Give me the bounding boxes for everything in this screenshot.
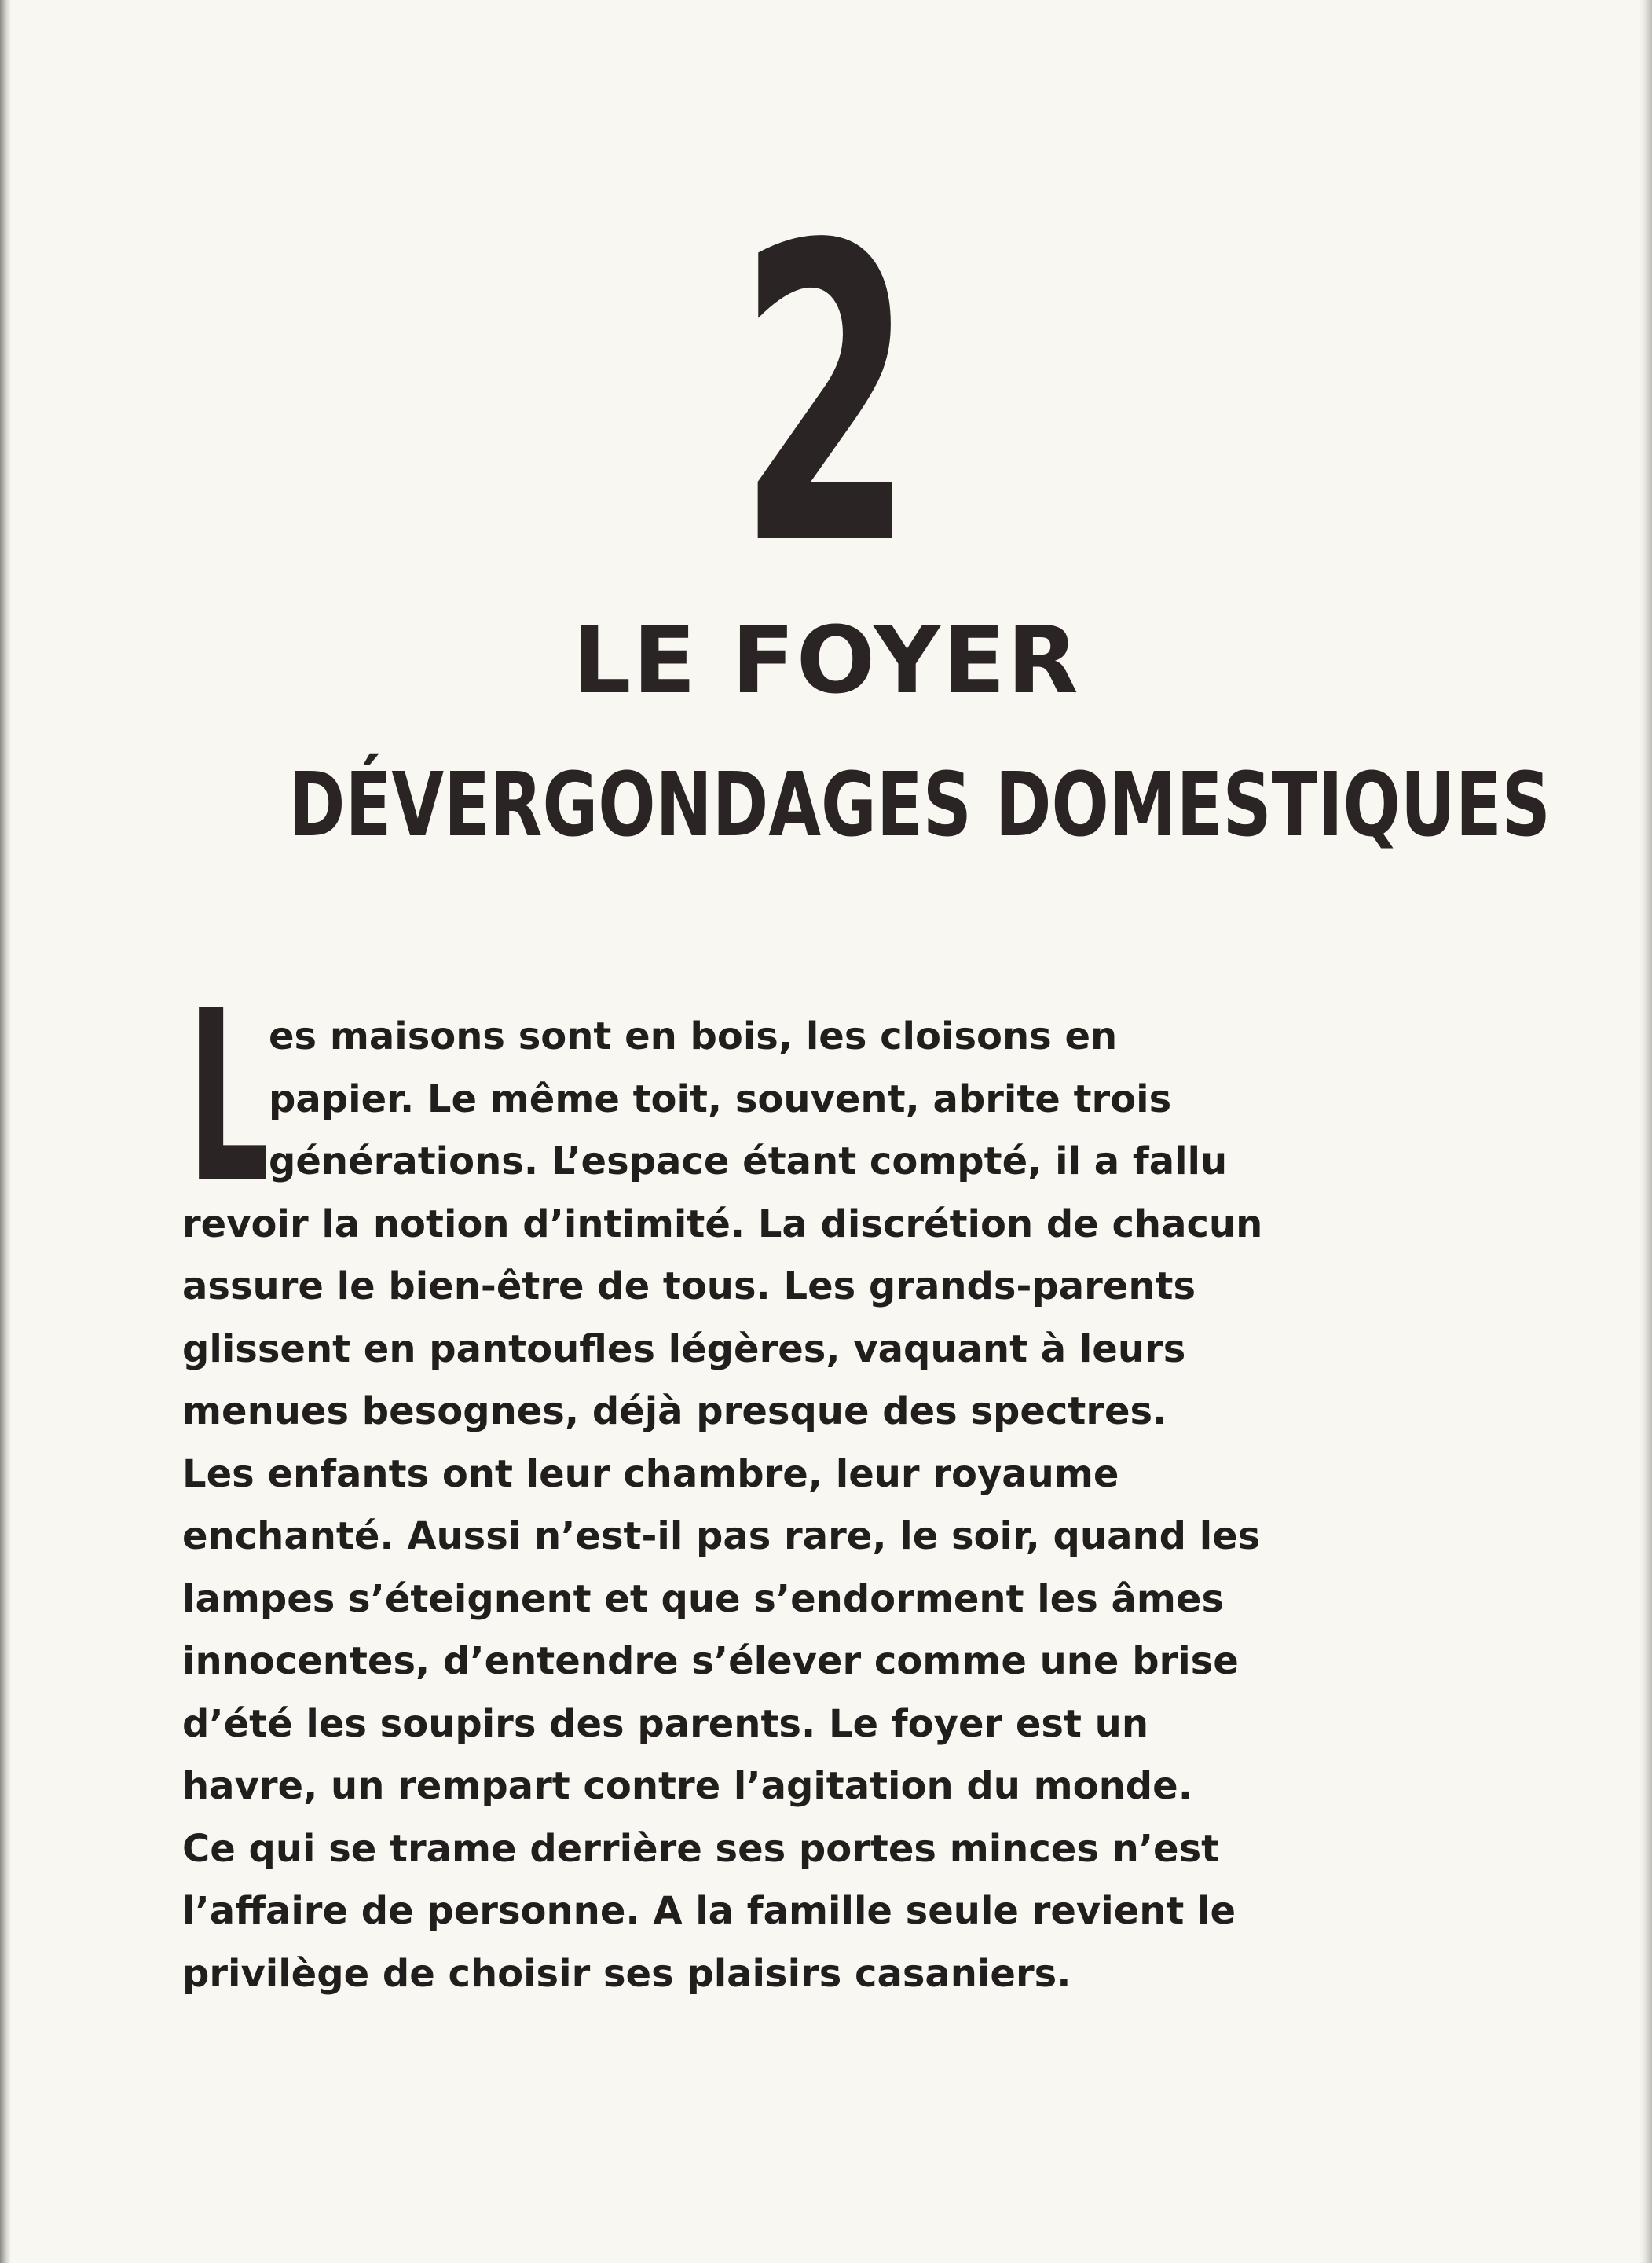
body-line: revoir la notion d’intimité. La discrétion de chacun [182,1201,1263,1246]
body-line: innocentes, d’entendre s’élever comme une brise [182,1639,1239,1683]
body-line: Ce qui se trame derrière ses portes minces n’est [182,1826,1220,1871]
body-line: glissent en pantoufles légères, vaquant à leurs [182,1326,1186,1371]
drop-cap: L [187,960,270,1234]
body-line: d’été les soupirs des parents. Le foyer est un [182,1701,1148,1746]
body-line: es maisons sont en bois, les cloisons en [269,1014,1118,1058]
chapter-number: 2 [738,159,914,635]
body-line: Les enfants ont leur chambre, leur royaume [182,1451,1119,1496]
body-line: menues besognes, déjà presque des spectres. [182,1389,1167,1433]
body-line: papier. Le même toit, souvent, abrite trois [269,1076,1172,1121]
page-right-edge [1639,0,1652,2263]
body-line: assure le bien-être de tous. Les grands-parents [182,1264,1196,1308]
body-line: enchanté. Aussi n’est-il pas rare, le soir, quand les [182,1514,1261,1558]
chapter-subtitle: DÉVERGONDAGES DOMESTIQUES [288,754,1551,856]
page-left-edge [0,0,11,2263]
body-line: lampes s’éteignent et que s’endorment les âmes [182,1576,1225,1621]
body-paragraph [182,960,1306,2005]
body-line: privilège de choisir ses plaisirs casaniers. [182,1951,1071,1996]
body-line: havre, un rempart contre l’agitation du monde. [182,1764,1192,1808]
body-line: l’affaire de personne. A la famille seule revient le [182,1889,1236,1933]
body-line: générations. L’espace étant compté, il a fallu [269,1139,1228,1183]
chapter-title: LE FOYER [572,606,1080,714]
